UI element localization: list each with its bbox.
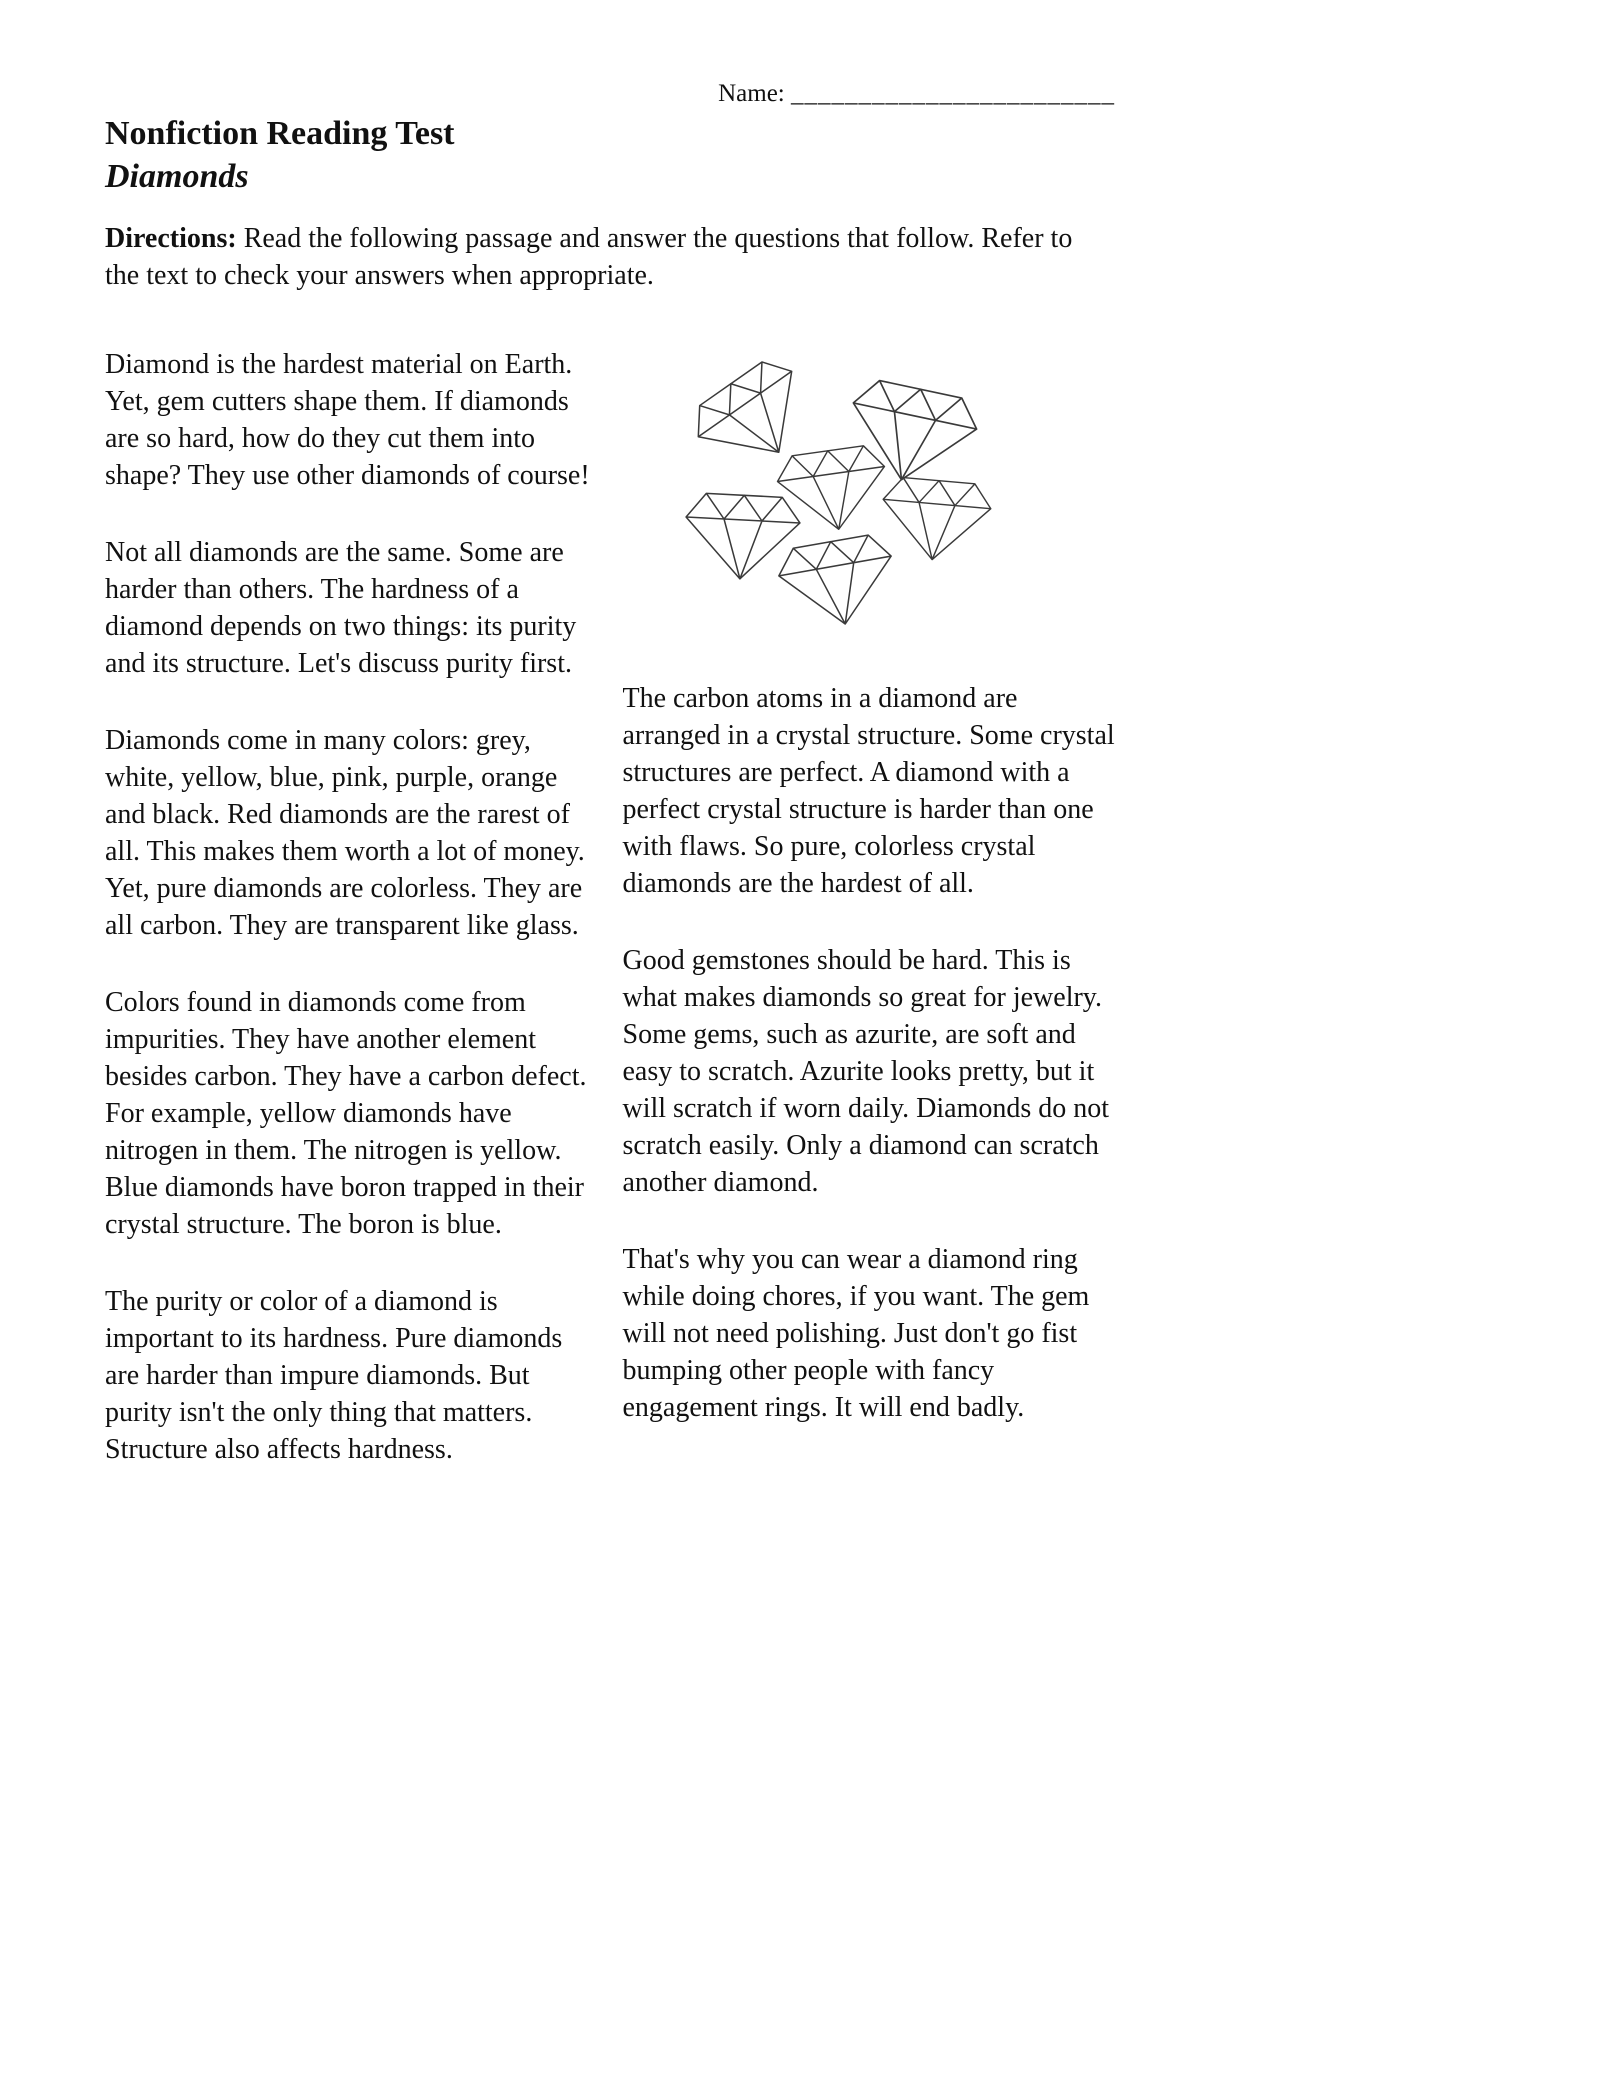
passage-paragraph-2: Not all diamonds are the same. Some are harder than others. The hardness of a diamond depends on two things: its purity and its structure. Let's discuss purity first. — [105, 537, 577, 680]
passage-paragraph-4: Colors found in diamonds come from impurities. They have another element besides carbon. They have a carbon defect. For example, yellow diamonds have nitrogen in them. The nitrogen is yellow. Blue diamonds have boron trapped in their crystal structure. The boron is blue. — [105, 987, 587, 1241]
page-subtitle: Diamonds — [105, 158, 249, 196]
passage-columns — [105, 346, 1115, 1508]
diamond-icon-5 — [774, 532, 901, 634]
diamonds-illustration-svg — [663, 352, 1008, 624]
right-column — [623, 346, 1116, 1508]
directions — [105, 220, 1110, 294]
left-column — [105, 346, 598, 1508]
name-row — [105, 80, 1115, 108]
passage-paragraph-1: Diamond is the hardest material on Earth. Yet, gem cutters shape them. If diamonds are so hard, how do they cut them into shape? They use other diamonds of course! — [105, 349, 590, 492]
diamond-icon-1 — [684, 351, 825, 485]
passage-paragraph-6: The carbon atoms in a diamond are arranged in a crystal structure. Some crystal structures are perfect. A diamond with a perfect crystal structure is harder than one with flaws. So pure, colorless crystal diamonds are the hardest of all. — [622, 683, 1115, 900]
diamonds-illustration — [663, 352, 1008, 624]
name-blank-line: ________________________ — [791, 80, 1115, 107]
passage-paragraph-5: The purity or color of a diamond is important to its hardness. Pure diamonds are harder than impure diamonds. But purity isn't the only thing that matters. Structure also affects hardness. — [105, 1286, 563, 1466]
name-label: Name: — [718, 80, 785, 107]
page-content — [105, 80, 1115, 1508]
directions-label: Directions: — [105, 223, 237, 255]
directions-text: Read the following passage and answer the questions that follow. Refer to the text to check your answers when appropriate. — [105, 223, 1073, 292]
passage-paragraph-7: Good gemstones should be hard. This is what makes diamonds so great for jewelry. Some gems, such as azurite, are soft and easy to scratch. Azurite looks pretty, but it will scratch if worn daily. Diamonds do not scratch easily. Only a diamond can scratch another diamond. — [622, 945, 1110, 1199]
page-title: Nonfiction Reading Test — [105, 115, 455, 152]
passage-paragraph-3: Diamonds come in many colors: grey, white, yellow, blue, pink, purple, orange and black. Red diamonds are the rarest of all. This makes them worth a lot of money. Yet, pure diamonds are colorless. They are all carbon. They are transparent like glass. — [105, 725, 585, 942]
diamond-icon-6 — [878, 476, 992, 564]
passage-paragraph-8: That's why you can wear a diamond ring while doing chores, if you want. The gem will not need polishing. Just don't go fist bumping other people with fancy engagement rings. It will end badly. — [622, 1244, 1090, 1424]
diamond-icon-2 — [839, 376, 981, 493]
